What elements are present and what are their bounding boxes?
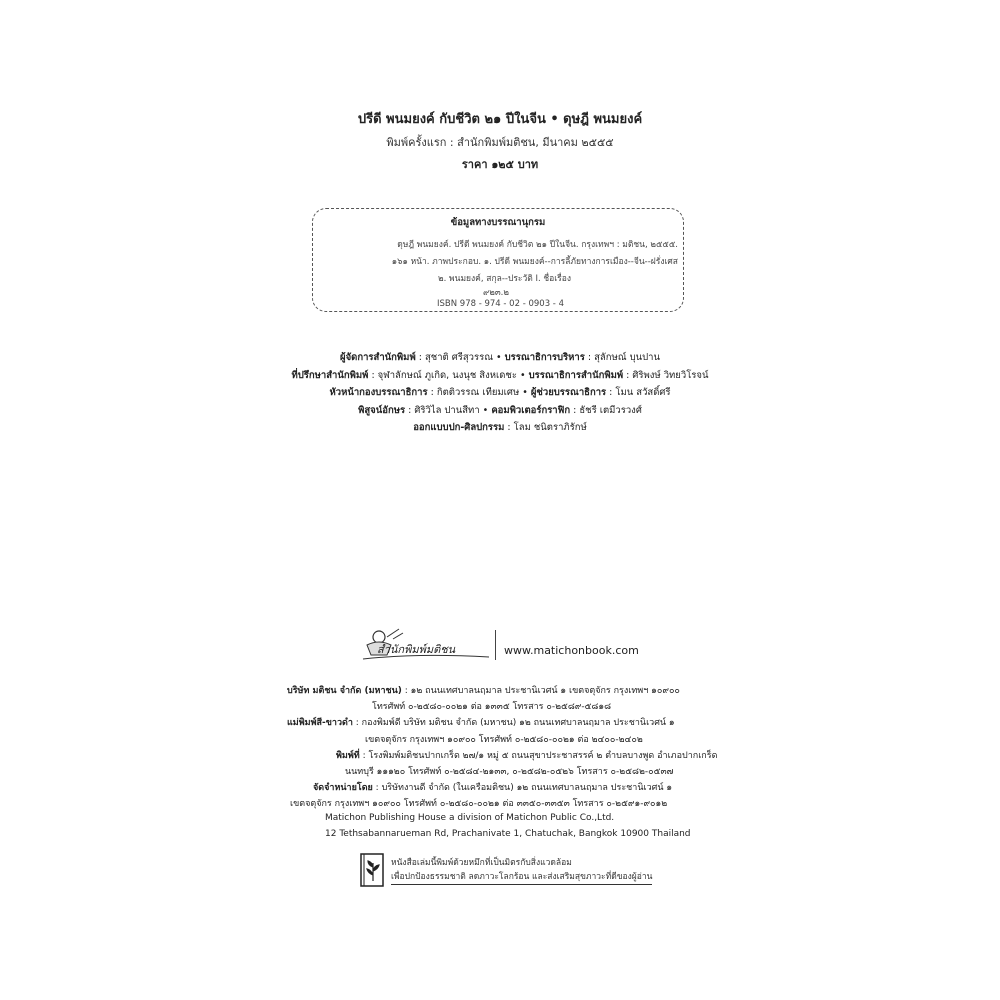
credit-row: ที่ปรึกษาสำนักพิมพ์ : จุฬาลักษณ์ ภูเกิด, นงนุช สิงหเดชะ • บรรณาธิการสำนักพิมพ์ : ศิริพงษ์ วิทยวิโรจน์ bbox=[291, 369, 709, 381]
publisher-row: Matichon Publishing House a division of Matichon Public Co.,Ltd. bbox=[325, 812, 615, 823]
cip-line: ๒. พนมยงค์, สกุล--ประวัติ I. ชื่อเรื่อง bbox=[438, 274, 571, 284]
publisher-row: จัดจำหน่ายโดย : บริษัทงานดี จำกัด (ในเครือมติชน) ๑๒ ถนนเทศบาลนฤมาล ประชานิเวศน์ ๑ bbox=[313, 783, 673, 794]
isbn: ISBN 978 - 974 - 02 - 0903 - 4 bbox=[437, 299, 564, 309]
credit-row: หัวหน้ากองบรรณาธิการ : กิตติวรรณ เทียมเศษ • ผู้ช่วยบรรณาธิการ : โมน สวัสดิ์ศรี bbox=[329, 387, 671, 398]
eco-note bbox=[391, 856, 652, 885]
logo-text: สำนักพิมพ์มติชน bbox=[377, 643, 456, 656]
credit-row: ผู้จัดการสำนักพิมพ์ : สุชาติ ศรีสุวรรณ • บรรณาธิการบริหาร : สุลักษณ์ บุนปาน bbox=[340, 352, 660, 363]
edition-info: พิมพ์ครั้งแรก : สำนักพิมพ์มติชน, มีนาคม ๒๕๕๕ bbox=[386, 136, 614, 149]
cip-class-number: ๙๒๓.๒ bbox=[483, 288, 509, 298]
website-link[interactable]: www.matichonbook.com bbox=[504, 644, 639, 657]
publisher-row: โทรศัพท์ ๐-๒๕๘๐-๐๐๒๑ ต่อ ๑๓๓๕ โทรสาร ๐-๒๕๘๙-๕๘๑๘ bbox=[372, 702, 612, 713]
credit-row: พิสูจน์อักษร : ศิริวิไล ปานสีทา • คอมพิวเตอร์กราฟิก : ธัชรี เตมีวรวงศ์ bbox=[358, 404, 642, 416]
cip-line: ๑๖๑ หน้า. ภาพประกอบ. ๑. ปรีดี พนมยงค์--การลี้ภัยทางการเมือง--จีน--ฝรั่งเศส bbox=[391, 257, 678, 267]
publisher-row: นนทบุรี ๑๑๑๒๐ โทรศัพท์ ๐-๒๕๘๔-๒๑๓๓, ๐-๒๕๘๒-๐๕๒๖ โทรสาร ๐-๒๕๘๒-๐๕๓๗ bbox=[345, 766, 674, 777]
publisher-row: บริษัท มติชน จำกัด (มหาชน) : ๑๒ ถนนเทศบาลนฤมาล ประชานิเวศน์ ๑ เขตจตุจักร กรุงเทพฯ ๑๐๙๐๐ bbox=[287, 686, 680, 696]
eco-line-2: เพื่อปกป้องธรรมชาติ ลดภาวะโลกร้อน และส่งเสริมสุขภาวะที่ดีของผู้อ่าน bbox=[391, 870, 652, 885]
cip-heading: ข้อมูลทางบรรณานุกรม bbox=[450, 217, 546, 228]
publisher-block bbox=[0, 683, 1000, 845]
divider bbox=[495, 630, 496, 660]
eco-line-1: หนังสือเล่มนี้พิมพ์ด้วยหมึกที่เป็นมิตรกับสิ่งแวดล้อม bbox=[391, 858, 572, 868]
book-title: ปรีดี พนมยงค์ กับชีวิต ๒๑ ปีในจีน • ดุษฎี พนมยงค์ bbox=[357, 112, 643, 127]
eco-book-icon bbox=[360, 853, 384, 887]
publisher-row: 12 Tethsabannarueman Rd, Prachanivate 1, Chatuchak, Bangkok 10900 Thailand bbox=[325, 828, 691, 839]
price: ราคา ๑๒๕ บาท bbox=[461, 158, 539, 171]
publisher-row: เขตจตุจักร กรุงเทพฯ ๑๐๙๐๐ โทรศัพท์ ๐-๒๕๘๐-๐๐๒๑ ต่อ ๒๔๐๐-๒๔๐๒ bbox=[365, 734, 643, 745]
credits-block bbox=[0, 350, 1000, 438]
publisher-row: แม่พิมพ์สี-ขาวดำ : กองพิมพ์ดี บริษัท มติชน จำกัด (มหาชน) ๑๒ ถนนเทศบาลนฤมาล ประชานิเวศน์ ๑ bbox=[287, 718, 675, 729]
publisher-row: พิมพ์ที่ : โรงพิมพ์มติชนปากเกร็ด ๒๗/๑ หมู่ ๕ ถนนสุขาประชาสรรค์ ๒ ตำบลบางพูด อำเภอปากเกร็ด bbox=[336, 750, 718, 761]
publisher-row: เขตจตุจักร กรุงเทพฯ ๑๐๙๐๐ โทรศัพท์ ๐-๒๕๘๐-๐๐๒๑ ต่อ ๓๓๕๐-๓๓๕๓ โทรสาร ๐-๒๕๙๑-๙๐๑๒ bbox=[290, 799, 668, 810]
credit-row: ออกแบบปก-ศิลปกรรม : โลม ชนิตราภิรักษ์ bbox=[413, 422, 587, 433]
matichon-logo bbox=[357, 627, 492, 663]
cip-line: ดุษฎี พนมยงค์. ปรีดี พนมยงค์ กับชีวิต ๒๑ ปีในจีน. กรุงเทพฯ : มติชน, ๒๕๕๕. bbox=[397, 240, 678, 250]
